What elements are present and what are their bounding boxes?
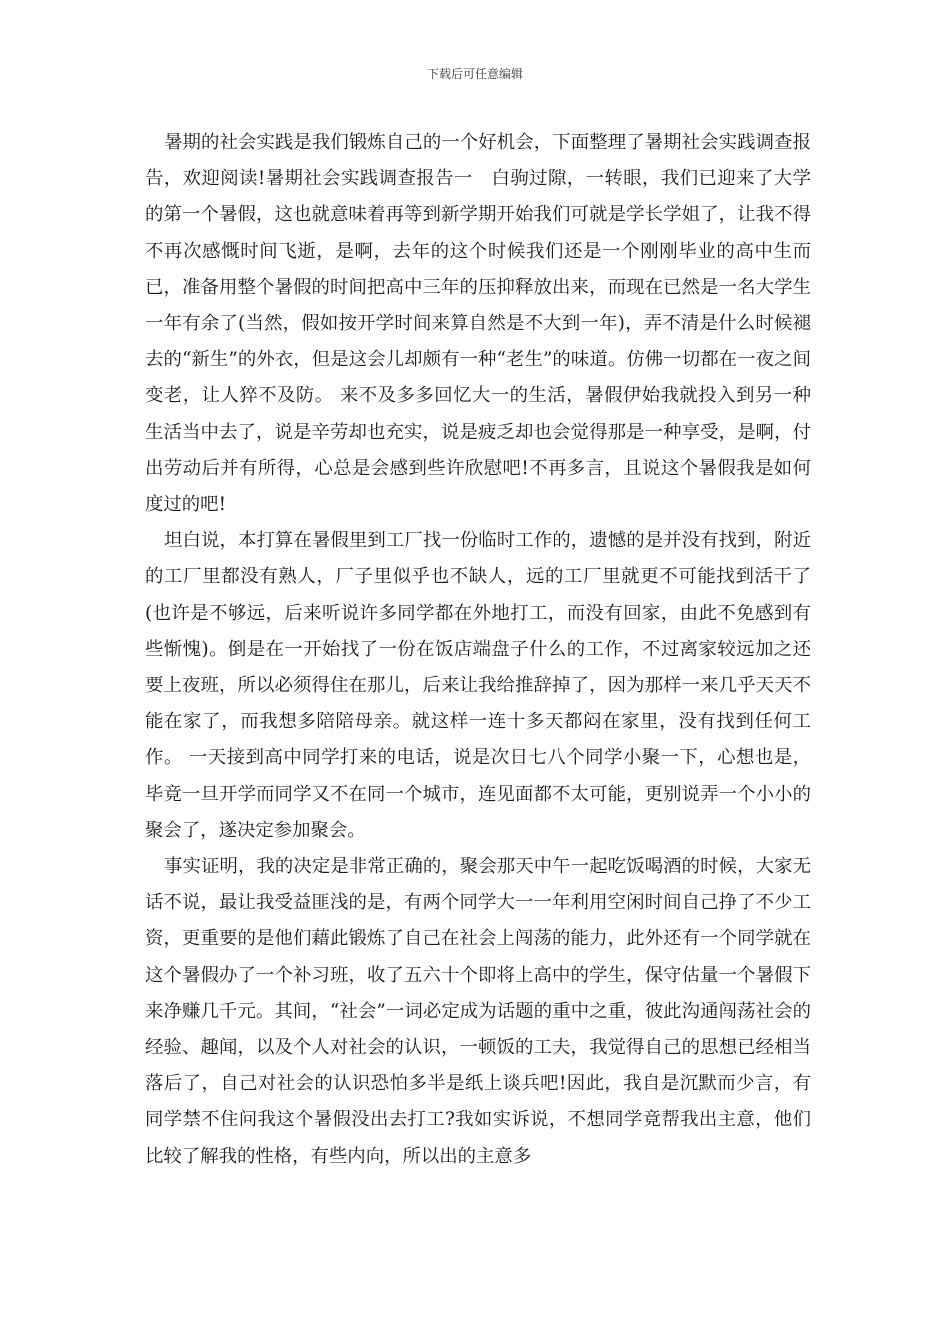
paragraph-1: 暑期的社会实践是我们锻炼自己的一个好机会，下面整理了暑期社会实践调查报告，欢迎阅读!暑期社会实践调查报告一 白驹过隙，一转眼，我们已迎来了大学的第一个暑假，这也就意味着再等到新学期开始我们可就是学长学姐了，让我不得不再次感慨时间飞逝，是啊，去年的这个时候我们还是一个刚刚毕业的高中生而已，准备用整个暑假的时间把高中三年的压抑释放出来，而现在已然是一名大学生一年有余了(当然，假如按开学时间来算自然是不大到一年)，弄不清是什么时候褪去的“新生”的外衣，但是这会儿却颇有一种“老生”的味道。仿佛一切都在一夜之间变老，让人猝不及防。 来不及多多回忆大一的生活，暑假伊始我就投入到另一种生活当中去了，说是辛劳却也充实，说是疲乏却也会觉得那是一种享受，是啊，付出劳动后并有所得，心总是会感到些许欣慰吧!不再多言，且说这个暑假我是如何度过的吧!	[145, 132, 811, 516]
page-header-note: 下载后可任意编辑	[426, 67, 523, 81]
paragraph-2: 坦白说，本打算在暑假里到工厂找一份临时工作的，遗憾的是并没有找到，附近的工厂里都没有熟人，厂子里似乎也不缺人，远的工厂里就更不可能找到活干了(也许是不够远，后来听说许多同学都在外地打工，而没有回家，由此不免感到有些惭愧)。倒是在一开始找了一份在饭店端盘子什么的工作，不过离家较远加之还要上夜班，所以必须得住在那儿，后来让我给推辞掉了，因为那样一来几乎天天不能在家了，而我想多陪陪母亲。就这样一连十多天都闷在家里，没有找到任何工作。 一天接到高中同学打来的电话，说是次日七八个同学小聚一下，心想也是，毕竟一旦开学而同学又不在同一个城市，连见面都不太可能，更别说弄一个小小的聚会了，遂决定参加聚会。	[145, 530, 811, 841]
document-body	[145, 125, 811, 1175]
paragraph-3: 事实证明，我的决定是非常正确的，聚会那天中午一起吃饭喝酒的时候，大家无话不说，最让我受益匪浅的是，有两个同学大一一年利用空闲时间自己挣了不少工资，更重要的是他们藉此锻炼了自己在社会上闯荡的能力，此外还有一个同学就在这个暑假办了一个补习班，收了五六十个即将上高中的学生，保守估量一个暑假下来净赚几千元。其间，“社会”一词必定成为话题的重中之重，彼此沟通闯荡社会的经验、趣闻，以及个人对社会的认识，一顿饭的工夫，我觉得自己的思想已经相当落后了，自己对社会的认识恐怕多半是纸上谈兵吧!因此，我自是沉默而少言，有同学禁不住问我这个暑假没出去打工?我如实诉说，不想同学竟帮我出主意，他们比较了解我的性格，有些内向，所以出的主意多	[145, 856, 811, 1167]
